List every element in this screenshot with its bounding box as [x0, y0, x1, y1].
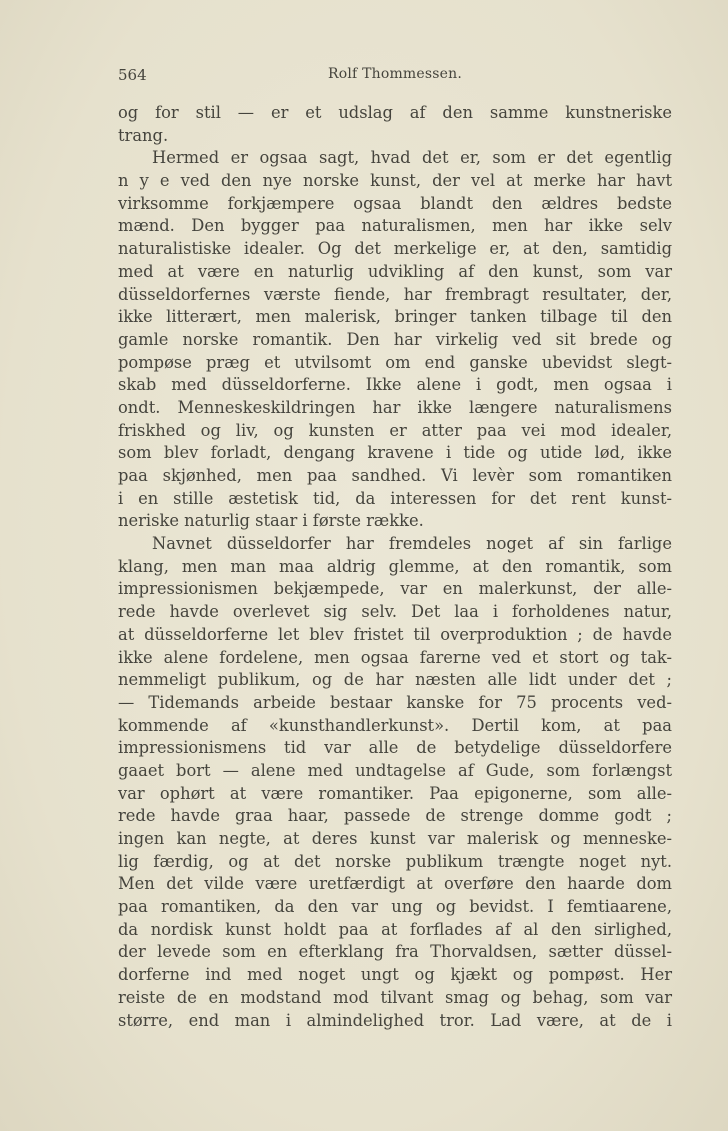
text-line [118, 238, 672, 261]
text-line-content: gaaet bort — alene med undtagelse af Gude, som forlængst [118, 760, 672, 780]
text-line-content: da nordisk kunst holdt paa at forflades af al den sirlighed, [118, 919, 672, 939]
text-line-content: virksomme forkjæmpere ogsaa blandt den ældres bedste [118, 193, 672, 213]
text-line [118, 488, 672, 511]
text-line-content: gamle norske romantik. Den har virkelig ved sit brede og [118, 329, 672, 349]
text-line [118, 851, 672, 874]
text-line [118, 601, 672, 624]
text-line-content: Men det vilde være uretfærdigt at overføre den haarde dom [118, 874, 672, 894]
text-line [118, 556, 672, 579]
text-line-content: impressionismen bekjæmpede, var en malerkunst, der alle- [118, 579, 672, 599]
running-title: Rolf Thommessen. [327, 66, 463, 82]
text-line-content: lig færdig, og at det norske publikum trængte noget nyt. [118, 851, 672, 871]
text-line [118, 737, 672, 760]
text-line [118, 284, 672, 307]
text-line-content: med at være en naturlig udvikling af den kunst, som var [118, 261, 672, 281]
text-line [118, 329, 672, 352]
text-line [118, 510, 672, 533]
page-header [118, 66, 672, 90]
text-line [118, 828, 672, 851]
text-line [118, 306, 672, 329]
text-line-content: naturalistiske idealer. Og det merkelige er, at den, samtidig [118, 239, 672, 259]
text-line-content: kommende af «kunsthandlerkunst». Dertil kom, at paa [118, 715, 672, 735]
text-line [118, 692, 672, 715]
text-line-content: ikke litterært, men malerisk, bringer tanken tilbage til den [118, 307, 672, 327]
text-line-content: neriske naturlig staar i første række. [118, 511, 424, 531]
text-line-content: pompøse præg et utvilsomt om end ganske ubevidst slegt- [118, 352, 672, 372]
text-line [118, 374, 672, 397]
text-line-content: større, end man i almindelighed tror. Lad være, at de i [118, 1010, 672, 1030]
text-line [118, 102, 672, 125]
text-line [118, 715, 672, 738]
text-line-content: trang. [118, 125, 169, 145]
page-number: 564 [118, 66, 147, 84]
text-line-content: ondt. Menneskeskildringen har ikke længere naturalismens [118, 397, 672, 417]
text-line-content: i en stille æstetisk tid, da interessen for det rent kunst- [118, 488, 672, 508]
text-line [118, 352, 672, 375]
text-line [118, 647, 672, 670]
text-line [118, 873, 672, 896]
text-line-content: nemmeligt publikum, og de har næsten alle lidt under det ; [118, 670, 672, 690]
body-text [118, 102, 672, 1032]
text-line-content: som blev forladt, dengang kravene i tide og utide lød, ikke [118, 443, 672, 463]
text-line [118, 760, 672, 783]
text-line-content: der levede som en efterklang fra Thorvaldsen, sætter düssel- [118, 942, 672, 962]
text-line [118, 193, 672, 216]
text-line [118, 442, 672, 465]
text-line-content: paa skjønhed, men paa sandhed. Vi levèr som romantiken [118, 466, 672, 485]
text-line-content: skab med düsseldorferne. Ikke alene i godt, men ogsaa i [118, 375, 672, 395]
text-line-content: rede havde graa haar, passede de strenge domme godt ; [118, 806, 672, 826]
text-line [118, 215, 672, 238]
text-line-content: ingen kan negte, at deres kunst var malerisk og menneske- [118, 829, 672, 848]
text-line [118, 533, 672, 556]
text-line [118, 941, 672, 964]
text-line [118, 420, 672, 443]
text-line-content: Hermed er ogsaa sagt, hvad det er, som er det egentlig [152, 148, 672, 168]
text-line-content: düsseldorfernes værste fiende, har frembragt resultater, der, [118, 284, 672, 304]
text-line-content: rede havde overlevet sig selv. Det laa i forholdenes natur, [118, 602, 672, 622]
text-line [118, 147, 672, 170]
text-line-content: — Tidemands arbeide bestaar kanske for 75 procents ved- [118, 692, 672, 712]
text-line [118, 919, 672, 942]
text-line-content: mænd. Den bygger paa naturalismen, men har ikke selv [118, 216, 672, 236]
text-line [118, 125, 672, 148]
text-line-content: klang, men man maa aldrig glemme, at den romantik, som [118, 556, 672, 576]
text-line [118, 170, 672, 193]
text-line-content: var ophørt at være romantiker. Paa epigonerne, som alle- [118, 783, 672, 803]
text-line-content: impressionismens tid var alle de betydelige düsseldorfere [118, 738, 672, 758]
text-line [118, 1010, 672, 1033]
text-line-content: at düsseldorferne let blev fristet til overproduktion ; de havde [118, 624, 672, 644]
text-line [118, 624, 672, 647]
text-line [118, 669, 672, 692]
text-line-content: friskhed og liv, og kunsten er atter paa vei mod idealer, [118, 420, 672, 440]
text-line [118, 964, 672, 987]
text-line-content: reiste de en modstand mod tilvant smag og behag, som var [118, 987, 672, 1007]
text-line [118, 397, 672, 420]
text-line [118, 465, 672, 488]
text-line [118, 896, 672, 919]
text-line-content: paa romantiken, da den var ung og bevidst. I femtiaarene, [118, 897, 672, 917]
text-line [118, 261, 672, 284]
text-line-content: dorferne ind med noget ungt og kjækt og pompøst. Her [118, 965, 672, 985]
text-line [118, 578, 672, 601]
text-line [118, 783, 672, 806]
text-line-content: n y e ved den nye norske kunst, der vel at merke har havt [118, 171, 672, 191]
text-line [118, 987, 672, 1010]
text-line [118, 805, 672, 828]
text-line-content: ikke alene fordelene, men ogsaa farerne ved et stort og tak- [118, 647, 672, 667]
text-line-content: og for stil — er et udslag af den samme kunstneriske [118, 103, 672, 122]
text-line-content: Navnet düsseldorfer har fremdeles noget af sin farlige [152, 534, 672, 554]
